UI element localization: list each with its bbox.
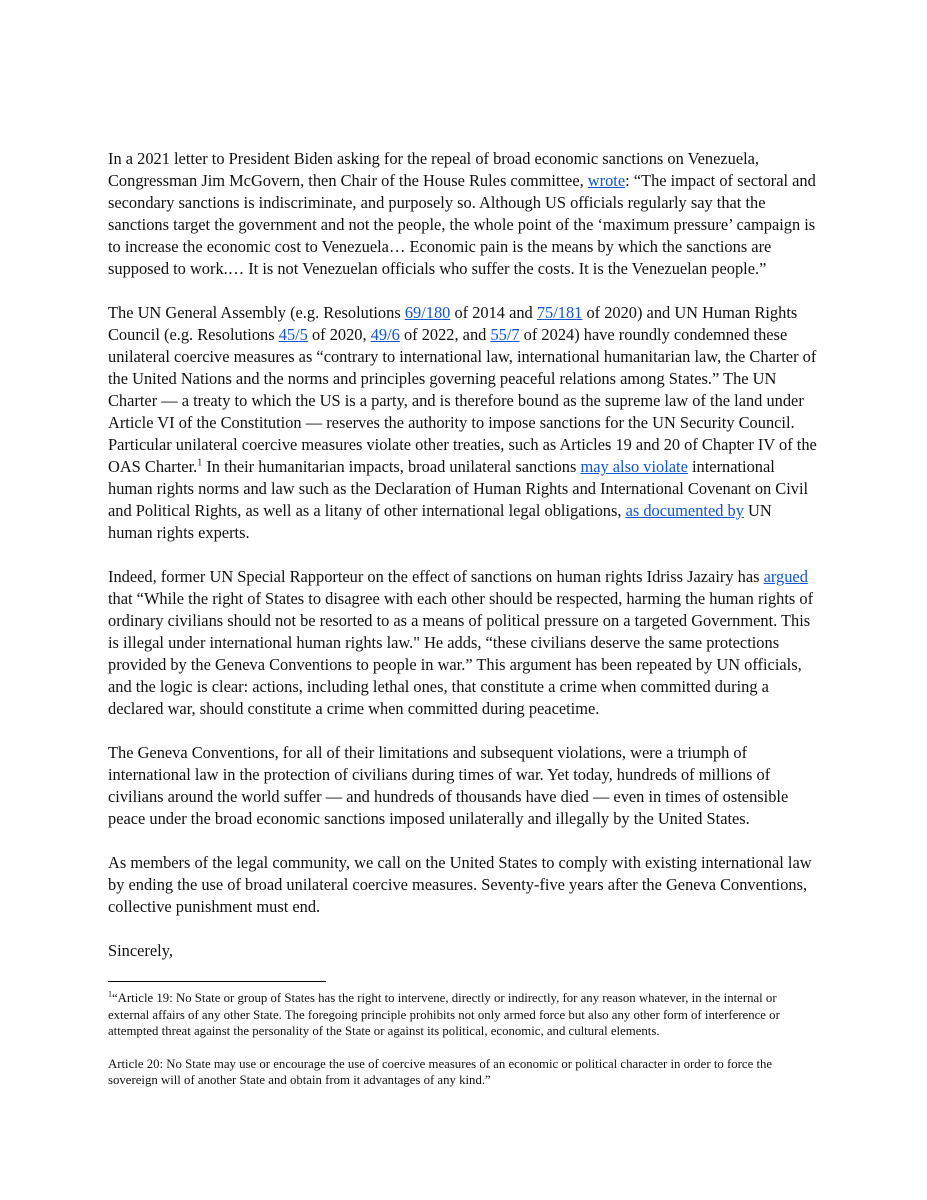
footnote-article-20: Article 20: No State may use or encourage the use of coercive measures of an economic or political character in order to force the sovereign will of another State and obtain from it advantages of any kind.” (108, 1056, 773, 1087)
footnotes (108, 990, 820, 1105)
text-run: that “While the right of States to disagree with each other should be respected, harming the human rights of ordinary civilians should not be resorted to as a means of political pressure on a targeted Government. This is illegal under international human rights law." He adds, “these civilians deserve the same protections provided by the Geneva Conventions to people in war.” This argument has been repeated by UN officials, and the logic is clear: actions, including lethal ones, that constitute a crime when committed during a declared war, should constitute a crime when committed during peacetime. (108, 589, 814, 718)
paragraph-call-to-action: As members of the legal community, we call on the United States to comply with existing international law by ending the use of broad unilateral coercive measures. Seventy-five years after the Geneva Conventions, collective punishment must end. (108, 853, 812, 916)
footnote-reference[interactable]: 1 (197, 457, 203, 469)
link-as-documented-by[interactable]: as documented by (625, 501, 744, 520)
link-resolution-69-180[interactable]: 69/180 (404, 303, 451, 322)
footnote-divider (108, 981, 326, 982)
footnote-article-19 (108, 990, 820, 1040)
link-resolution-75-181[interactable]: 75/181 (536, 303, 583, 322)
text-run: : “The impact of sectoral and secondary sanctions is indiscriminate, and purposely so. Although US officials regularly say that the sanctions target the government and not the people, the whole point of the ‘maximum pressure’ campaign is to increase the economic cost to Venezuela… Economic pain is the means by which the sanctions are supposed to work.… It is not Venezuelan officials who suffer the costs. It is the Venezuelan people.” (108, 171, 816, 278)
paragraph-geneva-conventions: The Geneva Conventions, for all of their limitations and subsequent violations, were a triumph of international law in the protection of civilians during times of war. Yet today, hundreds of millions of civilians around the world suffer — and hundreds of thousands have died — even in times of ostensible peace under the broad economic sanctions imposed unilaterally and illegally by the United States. (108, 743, 789, 828)
text-run: In their humanitarian impacts, broad unilateral sanctions (202, 457, 581, 476)
link-wrote[interactable]: wrote (587, 171, 626, 190)
text-run: of 2014 and (450, 303, 537, 322)
link-resolution-49-6[interactable]: 49/6 (370, 325, 400, 344)
link-resolution-45-5[interactable]: 45/5 (278, 325, 308, 344)
text-run: Indeed, former UN Special Rapporteur on the effect of sanctions on human rights Idriss Jazairy has (108, 567, 764, 586)
link-may-also-violate[interactable]: may also violate (580, 457, 688, 476)
footnote-marker: 1 (108, 989, 112, 999)
paragraph-jazairy-argument (108, 566, 820, 720)
paragraph-mcgovern-quote (108, 148, 820, 280)
footnote-text: “Article 19: No State or group of States has the right to intervene, directly or indirectly, for any reason whatever, in the internal or external affairs of any other State. The foregoing principle prohibits not only armed force but also any other form of interference or attempted threat against the personality of the State or against its political, economic, and cultural elements. (108, 991, 780, 1038)
text-run: of 2024) have roundly condemned these unilateral coercive measures as “contrary to international law, international humanitarian law, the Charter of the United Nations and the norms and principles governing peaceful relations among States.” The UN Charter — a treaty to which the US is a party, and is therefore bound as the supreme law of the land under Article VI of the Constitution — reserves the authority to impose sanctions for the UN Security Council. Particular unilateral coercive measures violate other treaties, such as Articles 19 and 20 of Chapter IV of the OAS Charter. (108, 325, 817, 476)
text-run: of 2020) and UN Human Rights Council (e.g. Resolutions (108, 303, 798, 344)
letter-body (108, 148, 820, 962)
link-argued[interactable]: argued (763, 567, 808, 586)
text-run: international human rights norms and law such as the Declaration of Human Rights and International Covenant on Civil and Political Rights, as well as a litany of other international legal obligations, (108, 457, 809, 520)
text-run: of 2020, (307, 325, 371, 344)
link-resolution-55-7[interactable]: 55/7 (490, 325, 520, 344)
closing-salutation: Sincerely, (108, 941, 173, 960)
text-run: of 2022, and (399, 325, 491, 344)
text-run: The UN General Assembly (e.g. Resolutions (108, 303, 405, 322)
text-run: UN human rights experts. (108, 501, 772, 542)
paragraph-un-resolutions (108, 302, 820, 544)
text-run: In a 2021 letter to President Biden asking for the repeal of broad economic sanctions on Venezuela, Congressman Jim McGovern, then Chair of the House Rules committee, (108, 149, 760, 190)
